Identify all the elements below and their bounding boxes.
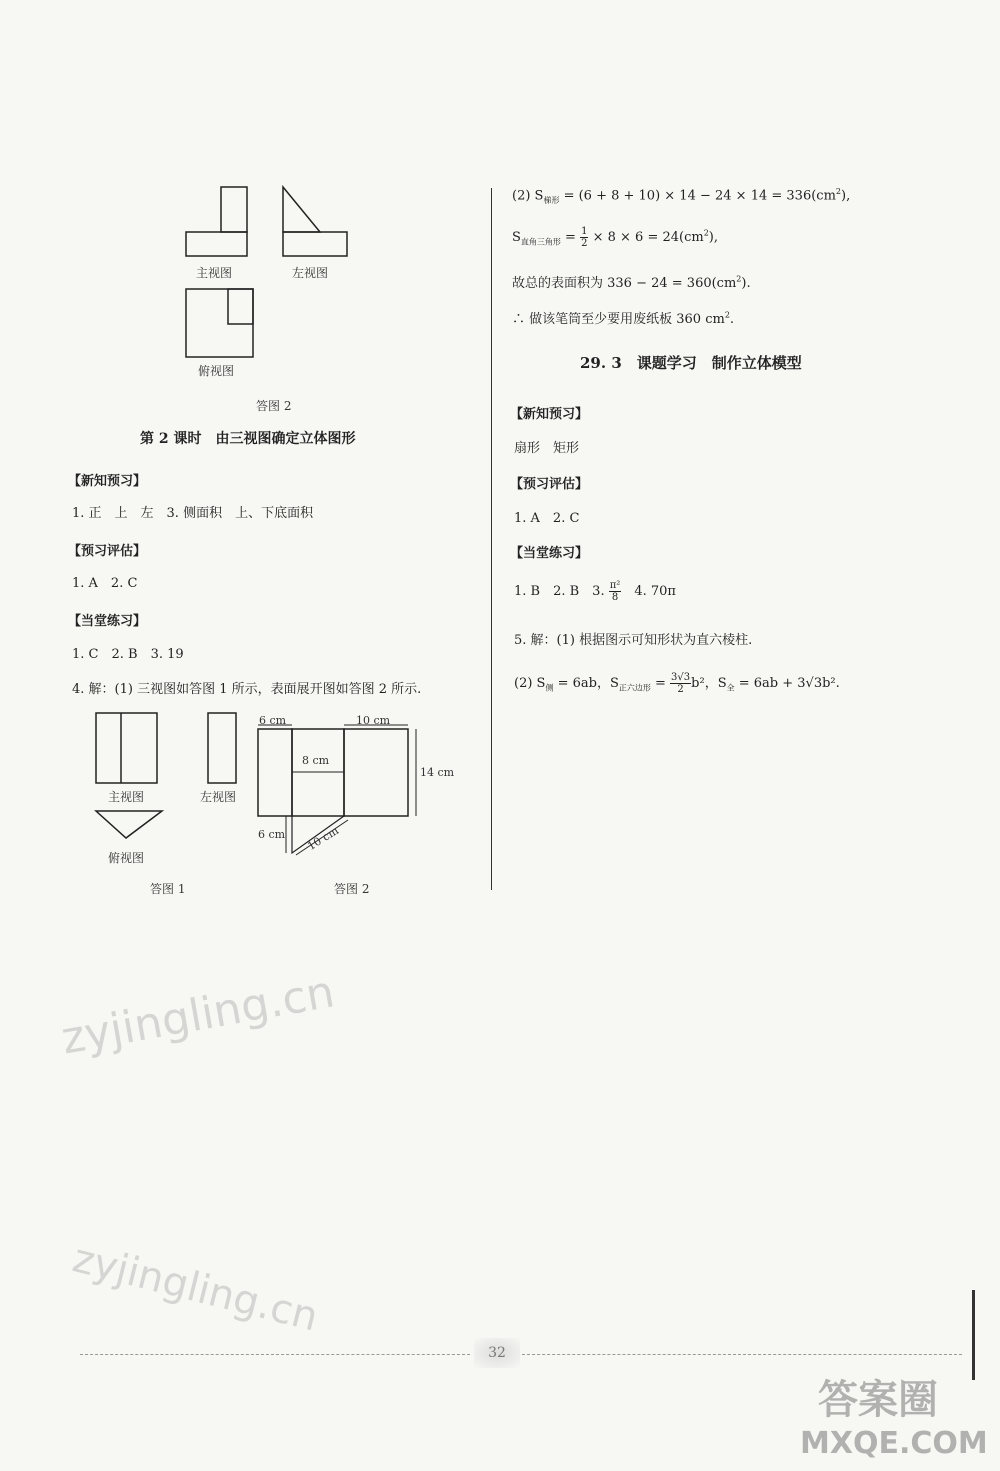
- dimension-label: 6 cm: [259, 714, 287, 727]
- answer-line: 1. 正 上 左 3. 侧面积 上、下底面积: [72, 506, 314, 521]
- lesson-title: 第 2 课时 由三视图确定立体图形: [140, 431, 356, 447]
- question-5-solution: 5. 解：(1) 根据图示可知形状为直六棱柱.: [514, 633, 753, 648]
- section-heading: 【新知预习】: [510, 407, 589, 422]
- left-view-label: 左视图: [200, 790, 237, 804]
- math-line: 故总的表面积为 $336 - 24 = 360(cm^2)$.: [512, 274, 751, 291]
- figure-caption: 答图 2: [334, 882, 370, 896]
- dimension-label: 6 cm: [258, 828, 286, 841]
- section-title: 29. 3 课题学习 制作立体模型: [580, 354, 802, 372]
- math-line: (2) $S_{梯形} = (6 + 8 + 10) \times 14 - 24 \times 14 = 336(cm^2)$,: [512, 187, 851, 205]
- watermark: zyjingling.cn: [57, 966, 339, 1065]
- dimension-label: 8 cm: [302, 754, 330, 767]
- answer-line: 1. A 2. C: [72, 576, 138, 591]
- section-heading: 【新知预习】: [68, 474, 147, 489]
- figure-caption: 答图 2: [256, 399, 292, 413]
- section-heading: 【当堂练习】: [510, 546, 589, 561]
- section-heading: 【预习评估】: [510, 477, 589, 492]
- footer-divider: [80, 1354, 470, 1355]
- front-view-label: 主视图: [196, 266, 233, 280]
- question-4-solution: 4. 解：(1) 三视图如答图 1 所示，表面展开图如答图 2 所示.: [72, 682, 422, 697]
- section-heading: 【预习评估】: [68, 544, 147, 559]
- surface-development-figure: [250, 705, 460, 865]
- answer-line: 1. A 2. C: [514, 511, 580, 526]
- dimension-label: 10 cm: [356, 714, 391, 727]
- top-view-label: 俯视图: [198, 364, 235, 378]
- three-views-figure-1: [90, 708, 250, 848]
- site-logo: 答案圈: [818, 1377, 938, 1423]
- top-view-label: 俯视图: [108, 851, 145, 865]
- left-view-label: 左视图: [292, 266, 329, 280]
- answer-line: 扇形 矩形: [514, 441, 580, 456]
- dimension-label: 14 cm: [420, 766, 455, 779]
- column-divider: [491, 188, 492, 890]
- dimension-label: 10 cm: [305, 823, 341, 854]
- math-line: $S_{直角三角形}$ = $\frac{1}{2}$ × $8 \times 6 = 24(cm^2)$,: [512, 226, 719, 249]
- answer-line: 1. C 2. B 3. 19: [72, 647, 184, 662]
- math-line: (2) $S_侧 = 6ab$，$S_{正六边形}$ = $\frac{3√3}{2}$ b²，$S_全 = 6ab + 3√3b^2$.: [514, 672, 840, 695]
- watermark: zyjingling.cn: [68, 1235, 323, 1341]
- site-logo-text: MXQE.COM: [800, 1426, 988, 1461]
- page-number: 32: [474, 1338, 520, 1368]
- three-views-figure-top: [180, 182, 360, 382]
- section-heading: 【当堂练习】: [68, 614, 147, 629]
- math-line: ∴ 做该笔筒至少要用废纸板 360 $cm^2$.: [512, 310, 735, 327]
- figure-caption: 答图 1: [150, 882, 186, 896]
- footer-divider: [522, 1354, 962, 1355]
- page-edge-mark: [972, 1290, 975, 1380]
- front-view-label: 主视图: [108, 790, 145, 804]
- answer-line: 1. B 2. B 3. $\frac{\text{π²}}{8}$ 4. 70π: [514, 580, 676, 603]
